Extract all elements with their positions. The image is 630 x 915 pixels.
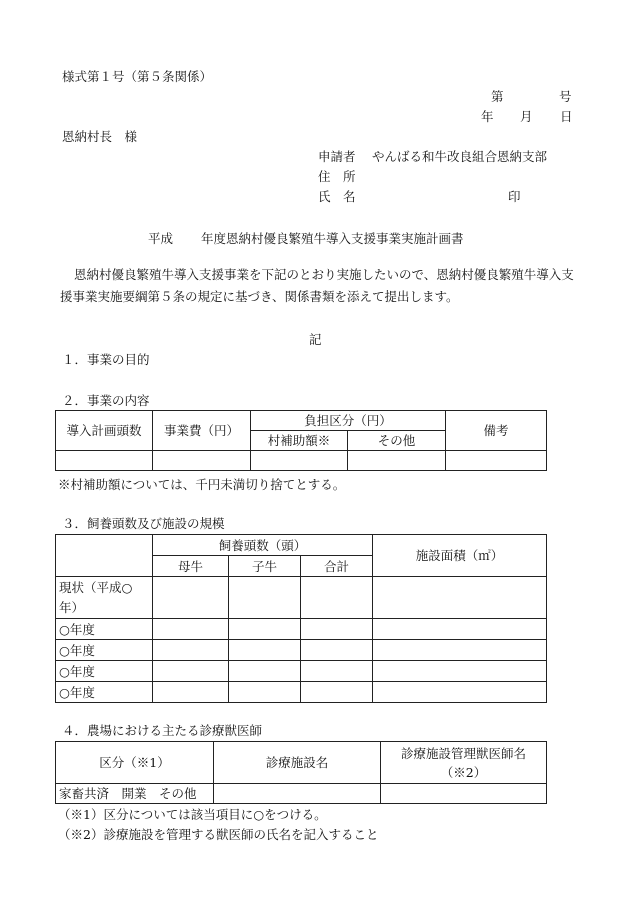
applicant-label: 申請者: [318, 149, 356, 164]
row-label-current-line1: 現状（平成○: [59, 579, 133, 595]
input-cell[interactable]: [381, 784, 547, 804]
col-head-livestock-count: 飼養頭数（頭）: [153, 535, 373, 556]
header-blank-cell: [56, 535, 153, 577]
input-cell[interactable]: [373, 682, 547, 703]
classification-options[interactable]: 家畜共済 開業 その他: [56, 784, 214, 804]
input-cell[interactable]: [56, 451, 153, 471]
input-cell[interactable]: [229, 661, 301, 682]
col-head-facility-name: 診療施設名: [214, 742, 381, 784]
input-cell[interactable]: [229, 682, 301, 703]
col-head-total: 合計: [301, 556, 373, 577]
input-cell[interactable]: [373, 619, 547, 640]
input-cell[interactable]: [229, 640, 301, 661]
col-head-calf: 子牛: [229, 556, 301, 577]
col-head-burden: 負担区分（円）: [251, 411, 446, 431]
applicant-name: やんばる和牛改良組合恩納支部: [372, 149, 548, 164]
input-cell[interactable]: [153, 682, 229, 703]
input-cell[interactable]: [348, 451, 446, 471]
name-label: 氏 名: [318, 189, 356, 204]
table-row: [56, 661, 547, 682]
input-cell[interactable]: [446, 451, 547, 471]
input-cell[interactable]: [301, 682, 373, 703]
section1-heading: １．事業の目的: [62, 352, 150, 367]
input-cell[interactable]: [301, 577, 373, 619]
doc-number-suffix: 号: [559, 89, 572, 104]
section4-heading: ４．農場における主たる診療獣医師: [62, 723, 263, 738]
row-label-current-line2: 年）: [59, 599, 85, 615]
col-head-manager-vet: [381, 742, 547, 784]
input-cell[interactable]: [373, 577, 547, 619]
row-label-year: ○年度: [56, 640, 153, 661]
ki-label: 記: [309, 332, 322, 347]
row-label-year: ○年度: [56, 619, 153, 640]
col-head-manager-line2: （※2）: [440, 764, 487, 780]
input-cell[interactable]: [373, 661, 547, 682]
doc-number-label: 第: [491, 89, 504, 104]
section3-heading: ３．飼養頭数及び施設の規模: [62, 516, 225, 531]
input-cell[interactable]: [301, 619, 373, 640]
section4-note1: （※1）区分については該当項目に○をつける。: [58, 807, 327, 822]
input-cell[interactable]: [153, 661, 229, 682]
row-label-current: [56, 577, 153, 619]
input-cell[interactable]: [373, 640, 547, 661]
row-label-year: ○年度: [56, 661, 153, 682]
col-head-mother-cow: 母牛: [153, 556, 229, 577]
input-cell[interactable]: [214, 784, 381, 804]
input-cell[interactable]: [153, 619, 229, 640]
body-paragraph: 恩納村優良繁殖牛導入支援事業を下記のとおり実施したいので、恩納村優良繁殖牛導入支援事業実施要綱第５条の規定に基づき、関係書類を添えて提出します。: [60, 267, 574, 304]
table-row: [56, 619, 547, 640]
section4-note2: （※2）診療施設を管理する獣医師の氏名を記入すること: [58, 827, 379, 842]
input-cell[interactable]: [229, 619, 301, 640]
row-label-year: ○年度: [56, 682, 153, 703]
document-title: 年度恩納村優良繁殖牛導入支援事業実施計画書: [201, 231, 464, 246]
addressee: 恩納村長 様: [62, 129, 138, 144]
col-head-remarks: 備考: [446, 411, 547, 451]
seal-mark: 印: [508, 189, 521, 204]
input-cell[interactable]: [229, 577, 301, 619]
col-head-other: その他: [348, 431, 446, 451]
table-row: [56, 640, 547, 661]
col-head-count: 導入計画頭数: [56, 411, 153, 451]
table-row: [56, 577, 547, 619]
date-year: 年: [481, 109, 494, 124]
col-head-manager-line1: 診療施設管理獣医師名: [400, 745, 526, 761]
table-row: [56, 682, 547, 703]
col-head-classification: 区分（※1）: [56, 742, 214, 784]
input-cell[interactable]: [301, 640, 373, 661]
livestock-facility-table: [55, 534, 547, 703]
veterinarian-table: [55, 741, 547, 804]
section2-heading: ２．事業の内容: [62, 393, 150, 408]
date-month: 月: [520, 109, 533, 124]
input-cell[interactable]: [153, 577, 229, 619]
col-head-village-subsidy: 村補助額※: [251, 431, 348, 451]
date-day: 日: [560, 109, 573, 124]
table-row: [56, 784, 547, 804]
input-cell[interactable]: [301, 661, 373, 682]
input-cell[interactable]: [251, 451, 348, 471]
col-head-facility-area: 施設面積（㎡）: [373, 535, 547, 577]
col-head-cost: 事業費（円）: [153, 411, 251, 451]
project-content-table: [55, 410, 547, 471]
address-label: 住 所: [318, 169, 356, 184]
table-row: [56, 451, 547, 471]
form-number: 様式第１号（第５条関係）: [62, 69, 213, 84]
input-cell[interactable]: [153, 640, 229, 661]
title-era: 平成: [148, 231, 174, 246]
input-cell[interactable]: [153, 451, 251, 471]
section2-note: ※村補助額については、千円未満切り捨てとする。: [58, 477, 346, 492]
